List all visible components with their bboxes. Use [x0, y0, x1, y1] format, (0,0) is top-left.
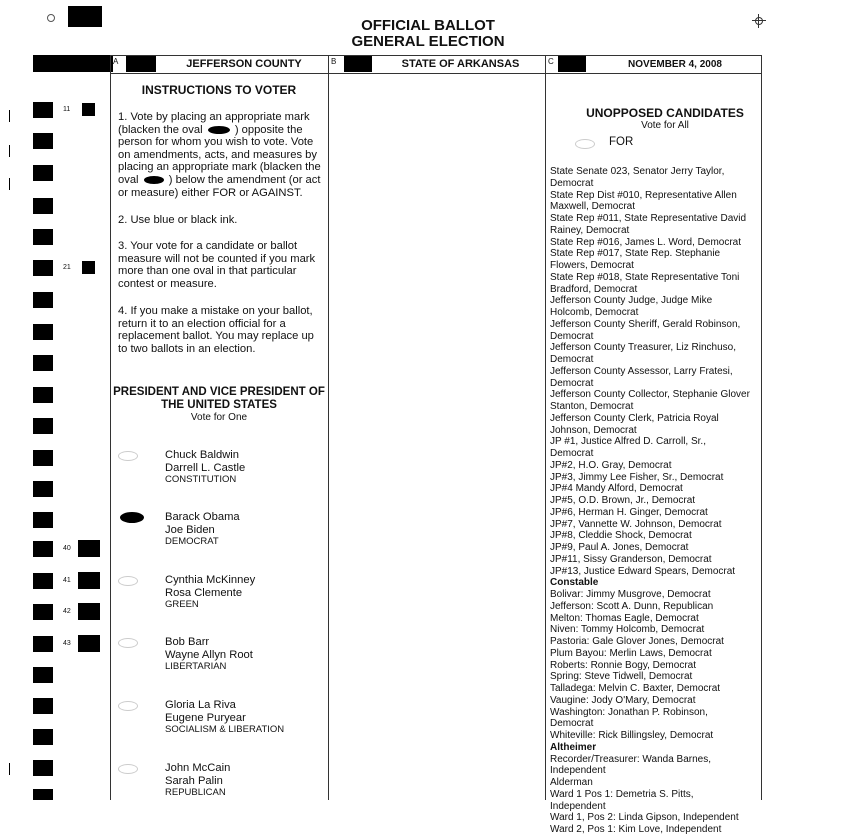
- unopposed-entry: JP #1, Justice Alfred D. Carroll, Sr., Democrat: [550, 436, 706, 459]
- instruction-4: 4. If you make a mistake on your ballot, return it to an election official for a replacement ballot. You may replace up to two ballots in an election.: [118, 305, 314, 355]
- unopposed-entry: Ward 1 Pos 1: Demetria S. Pitts, Independent: [550, 788, 694, 812]
- party-name: SOCIALISM & LIBERATION: [165, 724, 285, 736]
- timing-mark: [33, 604, 53, 620]
- timing-mark: [33, 667, 53, 683]
- edge-tick: [9, 178, 10, 190]
- vote-oval-la-riva[interactable]: [118, 701, 138, 711]
- timing-mark: [33, 292, 53, 308]
- row-number: 42: [63, 608, 71, 615]
- candidate-baldwin-castle: [165, 449, 245, 485]
- contest-title-line-1: PRESIDENT AND VICE PRESIDENT OF: [113, 386, 325, 398]
- unopposed-entry: JP#6, Herman H. Ginger, Democrat: [550, 506, 708, 518]
- timing-mark: [78, 540, 100, 557]
- unopposed-entry: State Rep #011, State Representative David Rainey, Democrat: [550, 213, 747, 236]
- column-b-label: STATE OF ARKANSAS: [401, 58, 520, 70]
- president-name: John McCain: [165, 762, 231, 774]
- column-a-left-border: [110, 55, 111, 800]
- unopposed-entry: Plum Bayou: Merlin Laws, Democrat: [550, 647, 712, 659]
- row-number: 41: [63, 577, 71, 584]
- edge-tick: [9, 763, 10, 775]
- timing-mark: [33, 133, 53, 149]
- timing-mark: [33, 198, 53, 214]
- timing-mark: [78, 603, 100, 620]
- unopposed-entry: State Rep #017, State Rep. Stephanie Flowers, Democrat: [550, 248, 721, 271]
- unopposed-entry: State Rep #018, State Representative Toni Bradford, Democrat: [550, 271, 740, 295]
- party-name: REPUBLICAN: [165, 787, 226, 799]
- ballot-subtitle: GENERAL ELECTION: [351, 33, 505, 50]
- unopposed-entry: Jefferson County Judge, Judge Mike Holcomb, Democrat: [550, 295, 713, 318]
- unopposed-entry: JP#13, Justice Edward Spears, Democrat: [550, 565, 736, 577]
- timing-mark: [33, 636, 53, 652]
- column-c-label: NOVEMBER 4, 2008: [628, 59, 722, 70]
- instruction-2: 2. Use blue or black ink.: [118, 214, 238, 226]
- contest-title: [110, 386, 328, 412]
- unopposed-entry: Jefferson County Sheriff, Gerald Robinson, Democrat: [550, 318, 741, 342]
- party-name: GREEN: [165, 599, 199, 611]
- contest-title-line-2: THE UNITED STATES: [161, 399, 277, 411]
- vice-president-name: Joe Biden: [165, 523, 215, 536]
- candidate-mckinney-clemente: [165, 574, 255, 610]
- candidate-mccain-palin: [165, 762, 230, 798]
- row-number: 21: [63, 264, 71, 271]
- party-name: CONSTITUTION: [165, 474, 237, 486]
- unopposed-entry: Alderman: [550, 777, 593, 788]
- edge-tick: [9, 110, 10, 122]
- timing-mark: [33, 102, 53, 118]
- timing-mark: [33, 324, 53, 340]
- redaction-block: [344, 56, 372, 72]
- unopposed-vote-for: Vote for All: [641, 120, 689, 131]
- unopposed-entry: Jefferson: Scott A. Dunn, Republican: [550, 600, 714, 612]
- president-name: Cynthia McKinney: [165, 574, 256, 586]
- unopposed-entry: JP#9, Paul A. Jones, Democrat: [550, 542, 689, 553]
- unopposed-entry: State Rep Dist #010, Representative Allen Maxwell, Democrat: [550, 189, 737, 213]
- ballot-title: OFFICIAL BALLOT: [361, 17, 495, 34]
- unopposed-entry: Pastoria: Gale Glover Jones, Democrat: [550, 636, 724, 647]
- unopposed-entry: Bolivar: Jimmy Musgrove, Democrat: [550, 589, 711, 600]
- instruction-3: 3. Your vote for a candidate or ballot measure will not be counted if you mark more than one oval in that particular contest or measure.: [118, 240, 316, 290]
- timing-mark: [33, 541, 53, 557]
- timing-mark: [33, 450, 53, 466]
- unopposed-entry: Jefferson County Clerk, Patricia Royal Johnson, Democrat: [550, 412, 719, 436]
- timing-mark: [33, 229, 53, 245]
- vice-president-name: Eugene Puryear: [165, 711, 246, 724]
- unopposed-list: [550, 166, 750, 836]
- candidate-obama-biden: [165, 511, 240, 547]
- contest-vote-for: Vote for One: [190, 412, 248, 423]
- column-b-left-border: [328, 55, 329, 800]
- row-number: 11: [63, 106, 71, 113]
- unopposed-entry: JP#5, O.D. Brown, Jr., Democrat: [550, 495, 696, 506]
- instruction-1-part-c: ) below the amendment (or act or measure) either FOR or AGAINST.: [118, 173, 321, 199]
- unopposed-entry: State Rep #016, James L. Word, Democrat: [550, 236, 742, 248]
- party-name: LIBERTARIAN: [165, 661, 227, 673]
- filled-oval-example: [144, 176, 164, 184]
- unopposed-entry: JP#3, Jimmy Lee Fisher, Sr., Democrat: [550, 471, 724, 483]
- unopposed-entry: Niven: Tommy Holcomb, Democrat: [550, 624, 705, 636]
- timing-mark: [33, 698, 53, 714]
- timing-mark: [33, 387, 53, 403]
- timing-mark: [33, 729, 53, 745]
- vice-president-name: Darrell L. Castle: [165, 461, 246, 474]
- instruction-1-part-a: 1. Vote by placing an appropriate mark (blacken the oval: [118, 111, 310, 136]
- party-name: DEMOCRAT: [165, 536, 219, 548]
- vice-president-name: Rosa Clemente: [165, 586, 243, 599]
- vote-oval-unopposed-for[interactable]: [575, 139, 595, 149]
- president-name: Chuck Baldwin: [165, 449, 239, 461]
- unopposed-title: UNOPPOSED CANDIDATES: [586, 106, 744, 120]
- column-a-label: JEFFERSON COUNTY: [186, 58, 302, 70]
- instruction-1: [118, 111, 323, 199]
- section-heading: Altheimer: [550, 741, 597, 753]
- column-a-header: [110, 55, 328, 74]
- vote-oval-baldwin[interactable]: [118, 451, 138, 461]
- vote-oval-obama[interactable]: [120, 512, 144, 523]
- unopposed-entry: Jefferson County Assessor, Larry Fratesi, Democrat: [550, 365, 733, 389]
- timing-mark: [33, 418, 53, 434]
- unopposed-entry: JP#2, H.O. Gray, Democrat: [550, 459, 672, 471]
- unopposed-entry: Ward 2, Pos 1: Kim Love, Independent: [550, 824, 722, 835]
- row-number: 43: [63, 640, 71, 647]
- candidate-barr-root: [165, 636, 253, 672]
- column-letter: A: [113, 57, 119, 66]
- unopposed-entry: Melton: Thomas Eagle, Democrat: [550, 612, 699, 624]
- row-number: 40: [63, 545, 71, 552]
- unopposed-entry: Spring: Steve Tidwell, Democrat: [550, 671, 693, 683]
- unopposed-entry: Whiteville: Rick Billingsley, Democrat: [550, 730, 714, 741]
- timing-mark: [33, 55, 113, 72]
- timing-mark: [33, 165, 53, 181]
- unopposed-entry: JP#11, Sissy Granderson, Democrat: [550, 553, 712, 565]
- candidate-la-riva-puryear: [165, 699, 284, 735]
- redaction-block: [126, 56, 156, 72]
- vice-president-name: Sarah Palin: [165, 774, 223, 787]
- timing-mark: [33, 512, 53, 528]
- unopposed-entry: Recorder/Treasurer: Wanda Barnes, Independent: [550, 753, 711, 777]
- timing-mark: [33, 760, 53, 776]
- column-letter: C: [548, 57, 554, 66]
- unopposed-for-label: FOR: [609, 136, 634, 148]
- unopposed-entry: JP#4 Mandy Alford, Democrat: [550, 483, 683, 495]
- unopposed-entry: JP#7, Vannette W. Johnson, Democrat: [550, 518, 722, 530]
- column-letter: B: [331, 57, 337, 66]
- vote-oval-mccain[interactable]: [118, 764, 138, 774]
- timing-mark: [78, 572, 100, 589]
- unopposed-entry: Roberts: Ronnie Bogy, Democrat: [550, 659, 696, 671]
- unopposed-entry: State Senate 023, Senator Jerry Taylor, Democrat: [550, 166, 725, 189]
- timing-mark: [33, 355, 53, 371]
- unopposed-entry: Talladega: Melvin C. Baxter, Democrat: [550, 683, 721, 694]
- president-name: Bob Barr: [165, 636, 210, 648]
- timing-mark: [33, 573, 53, 589]
- timing-mark: [78, 635, 100, 652]
- vote-oval-barr[interactable]: [118, 638, 138, 648]
- column-b-header: [328, 55, 545, 74]
- timing-mark: [82, 103, 95, 116]
- edge-tick: [9, 145, 10, 157]
- unopposed-entry: Ward 1, Pos 2: Linda Gipson, Independent: [550, 812, 739, 824]
- column-c-header: [545, 55, 761, 74]
- instructions-title: INSTRUCTIONS TO VOTER: [141, 83, 297, 97]
- instruction-1-part-b: ) opposite the person for whom you wish to vote. Vote on amendments, acts, and measures by placing an appropriate mark (blacken the oval: [118, 123, 321, 186]
- timing-mark: [33, 481, 53, 497]
- unopposed-entry: Jefferson County Treasurer, Liz Rinchuso, Democrat: [550, 342, 737, 365]
- unopposed-entry: Vaugine: Jody O'Mary, Democrat: [550, 694, 696, 706]
- president-name: Gloria La Riva: [165, 699, 236, 711]
- unopposed-entry: JP#8, Cleddie Shock, Democrat: [550, 530, 692, 542]
- section-heading: Constable: [550, 577, 599, 589]
- president-name: Barack Obama: [165, 511, 240, 523]
- timing-mark: [33, 260, 53, 276]
- column-c-right-border: [761, 55, 762, 800]
- timing-mark: [33, 789, 53, 800]
- filled-oval-example: [208, 126, 230, 134]
- unopposed-entry: Washington: Jonathan P. Robinson, Democrat: [550, 706, 708, 730]
- unopposed-entry: Jefferson County Collector, Stephanie Glover Stanton, Democrat: [550, 389, 750, 412]
- vote-oval-mckinney[interactable]: [118, 576, 138, 586]
- redaction-block: [558, 56, 586, 72]
- timing-mark: [82, 261, 95, 274]
- column-c-left-border: [545, 55, 546, 800]
- vice-president-name: Wayne Allyn Root: [165, 648, 253, 661]
